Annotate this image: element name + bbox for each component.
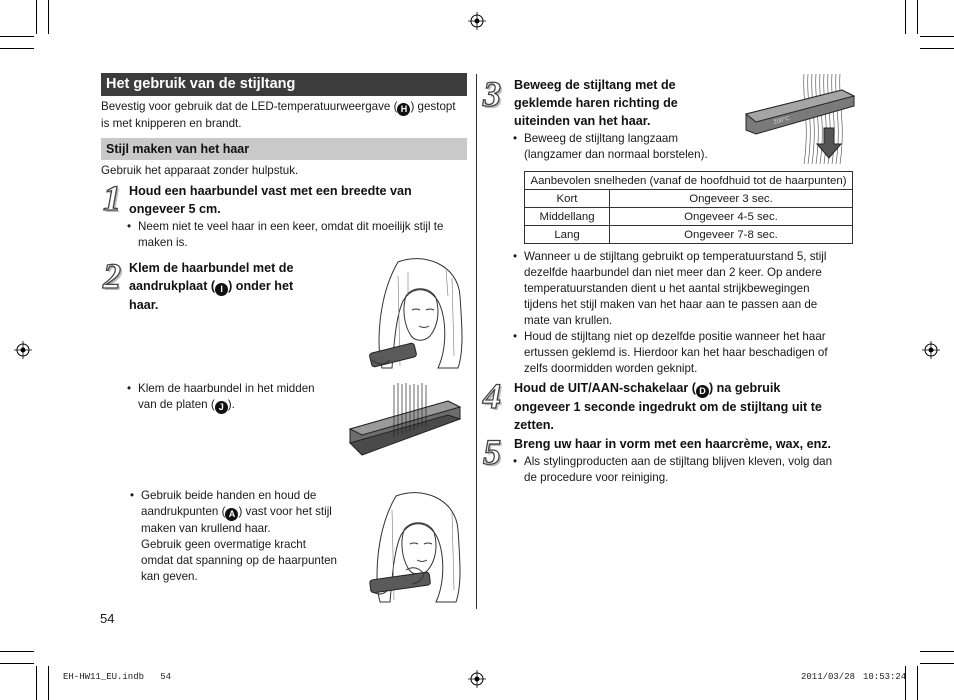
footer-date: 2011/03/28 bbox=[801, 672, 856, 682]
table-row bbox=[525, 208, 853, 226]
crop-mark bbox=[0, 48, 34, 49]
step-number: 2 bbox=[103, 256, 121, 296]
step-2-bullet-hands: • Gebruik beide handen en houd de aandrukpunten ( A ) vast voor het stijl maken van krullend haar. Gebruik geen overmatige kracht omdat dat spanning op de haarpunten kan geven. bbox=[130, 489, 337, 583]
table-cell-length: Middellang bbox=[525, 208, 610, 226]
table-header: Aanbevolen snelheden (vanaf de hoofdhuid tot de haarpunten) bbox=[525, 172, 853, 190]
marker-d-icon: D bbox=[696, 385, 709, 398]
table-cell-time: Ongeveer 7-8 sec. bbox=[610, 226, 853, 244]
footer-file: EH-HW11_EU.indb 54 bbox=[63, 672, 172, 682]
step-number: 3 bbox=[483, 74, 501, 114]
step-3-bullet: • Beweeg de stijltang langzaam (langzamer dan normaal borstelen). bbox=[513, 132, 708, 161]
step-5-title: Breng uw haar in vorm met een haarcrème, wax, enz. bbox=[514, 437, 832, 451]
straightener-downward-illustration bbox=[744, 72, 856, 166]
table-row bbox=[525, 190, 853, 208]
crop-mark bbox=[36, 0, 37, 34]
step-1-title: Houd een haarbundel vast met een breedte van ongeveer 5 cm. bbox=[129, 184, 412, 216]
bullet-icon: • bbox=[130, 489, 135, 502]
registration-mark-icon bbox=[922, 341, 940, 359]
crop-mark bbox=[0, 663, 34, 664]
bullet-icon: • bbox=[513, 250, 518, 263]
step-3-note-position: • Houd de stijltang niet op dezelfde positie wanneer het haar ertussen geklemd is. Hierdoor kan het haar beschadigen of zelfs doormidden worden geknipt. bbox=[513, 330, 828, 375]
subsection-title: Stijl maken van het haar bbox=[101, 138, 467, 160]
crop-mark bbox=[920, 48, 954, 49]
column-divider bbox=[476, 74, 477, 609]
section-title: Het gebruik van de stijltang bbox=[101, 73, 467, 96]
device-temperature-label: 200°C bbox=[772, 115, 791, 126]
step-3-title: Beweeg de stijltang met de geklemde haren richting de uiteinden van het haar. bbox=[514, 78, 678, 128]
step-number: 4 bbox=[483, 376, 501, 416]
bullet-icon: • bbox=[513, 132, 518, 145]
marker-i-icon: I bbox=[215, 283, 228, 296]
crop-mark bbox=[920, 663, 954, 664]
crop-mark bbox=[0, 36, 34, 37]
step-4-title: Houd de UIT/AAN-schakelaar ( D ) na gebruik ongeveer 1 seconde ingedrukt om de stijltang uit te zetten. bbox=[514, 381, 822, 432]
crop-mark bbox=[36, 666, 37, 700]
crop-mark bbox=[920, 651, 954, 652]
crop-mark bbox=[917, 666, 918, 700]
bullet-icon: • bbox=[127, 382, 132, 395]
marker-a-icon: A bbox=[225, 508, 238, 521]
bullet-icon: • bbox=[513, 330, 518, 343]
subsection-intro: Gebruik het apparaat zonder hulpstuk. bbox=[101, 164, 299, 177]
woman-holding-straightener-illustration bbox=[366, 490, 466, 608]
registration-mark-icon bbox=[468, 12, 486, 30]
woman-straightening-illustration bbox=[368, 256, 468, 374]
table-cell-time: Ongeveer 3 sec. bbox=[610, 190, 853, 208]
crop-mark bbox=[0, 651, 34, 652]
table-header-row bbox=[525, 172, 853, 190]
speed-table bbox=[524, 171, 853, 244]
crop-mark bbox=[48, 666, 49, 700]
marker-j-icon: J bbox=[215, 401, 228, 414]
table-row bbox=[525, 226, 853, 244]
step-2-title: Klem de haarbundel met de aandrukplaat ( I ) onder het haar. bbox=[129, 261, 294, 312]
section-intro: Bevestig voor gebruik dat de LED-temperatuurweergave ( H ) gestopt is met knipperen en brandt. bbox=[101, 100, 456, 130]
crop-mark bbox=[917, 0, 918, 34]
crop-mark bbox=[920, 36, 954, 37]
footer-time: 10:53:24 bbox=[863, 672, 907, 682]
bullet-icon: • bbox=[127, 220, 132, 233]
step-5-bullet: • Als stylingproducten aan de stijltang blijven kleven, volg dan de procedure voor reiniging. bbox=[513, 455, 833, 484]
step-number: 5 bbox=[483, 432, 501, 472]
page-number: 54 bbox=[100, 611, 115, 626]
table-cell-time: Ongeveer 4-5 sec. bbox=[610, 208, 853, 226]
bullet-icon: • bbox=[513, 455, 518, 468]
step-3-note-temperature: • Wanneer u de stijltang gebruikt op temperatuurstand 5, stijl dezelfde haarbundel dan niet meer dan 2 keer. Op andere temperatuurstanden dient u het aantal strijkbewegingen tijdens het stijl maken van het haar aan te passen aan de mate van krullen. bbox=[513, 250, 827, 327]
marker-h-icon: H bbox=[397, 103, 410, 116]
crop-mark bbox=[905, 0, 906, 34]
step-1-bullet: • Neem niet te veel haar in een keer, omdat dit moeilijk stijl te maken is. bbox=[127, 220, 444, 249]
plates-with-hair-illustration bbox=[348, 381, 462, 457]
step-2-bullet-center: • Klem de haarbundel in het midden van de platen ( J ). bbox=[127, 382, 315, 412]
registration-mark-icon bbox=[14, 341, 32, 359]
registration-mark-icon bbox=[468, 670, 486, 688]
table-cell-length: Kort bbox=[525, 190, 610, 208]
crop-mark bbox=[48, 0, 49, 34]
step-number: 1 bbox=[103, 178, 121, 218]
table-cell-length: Lang bbox=[525, 226, 610, 244]
